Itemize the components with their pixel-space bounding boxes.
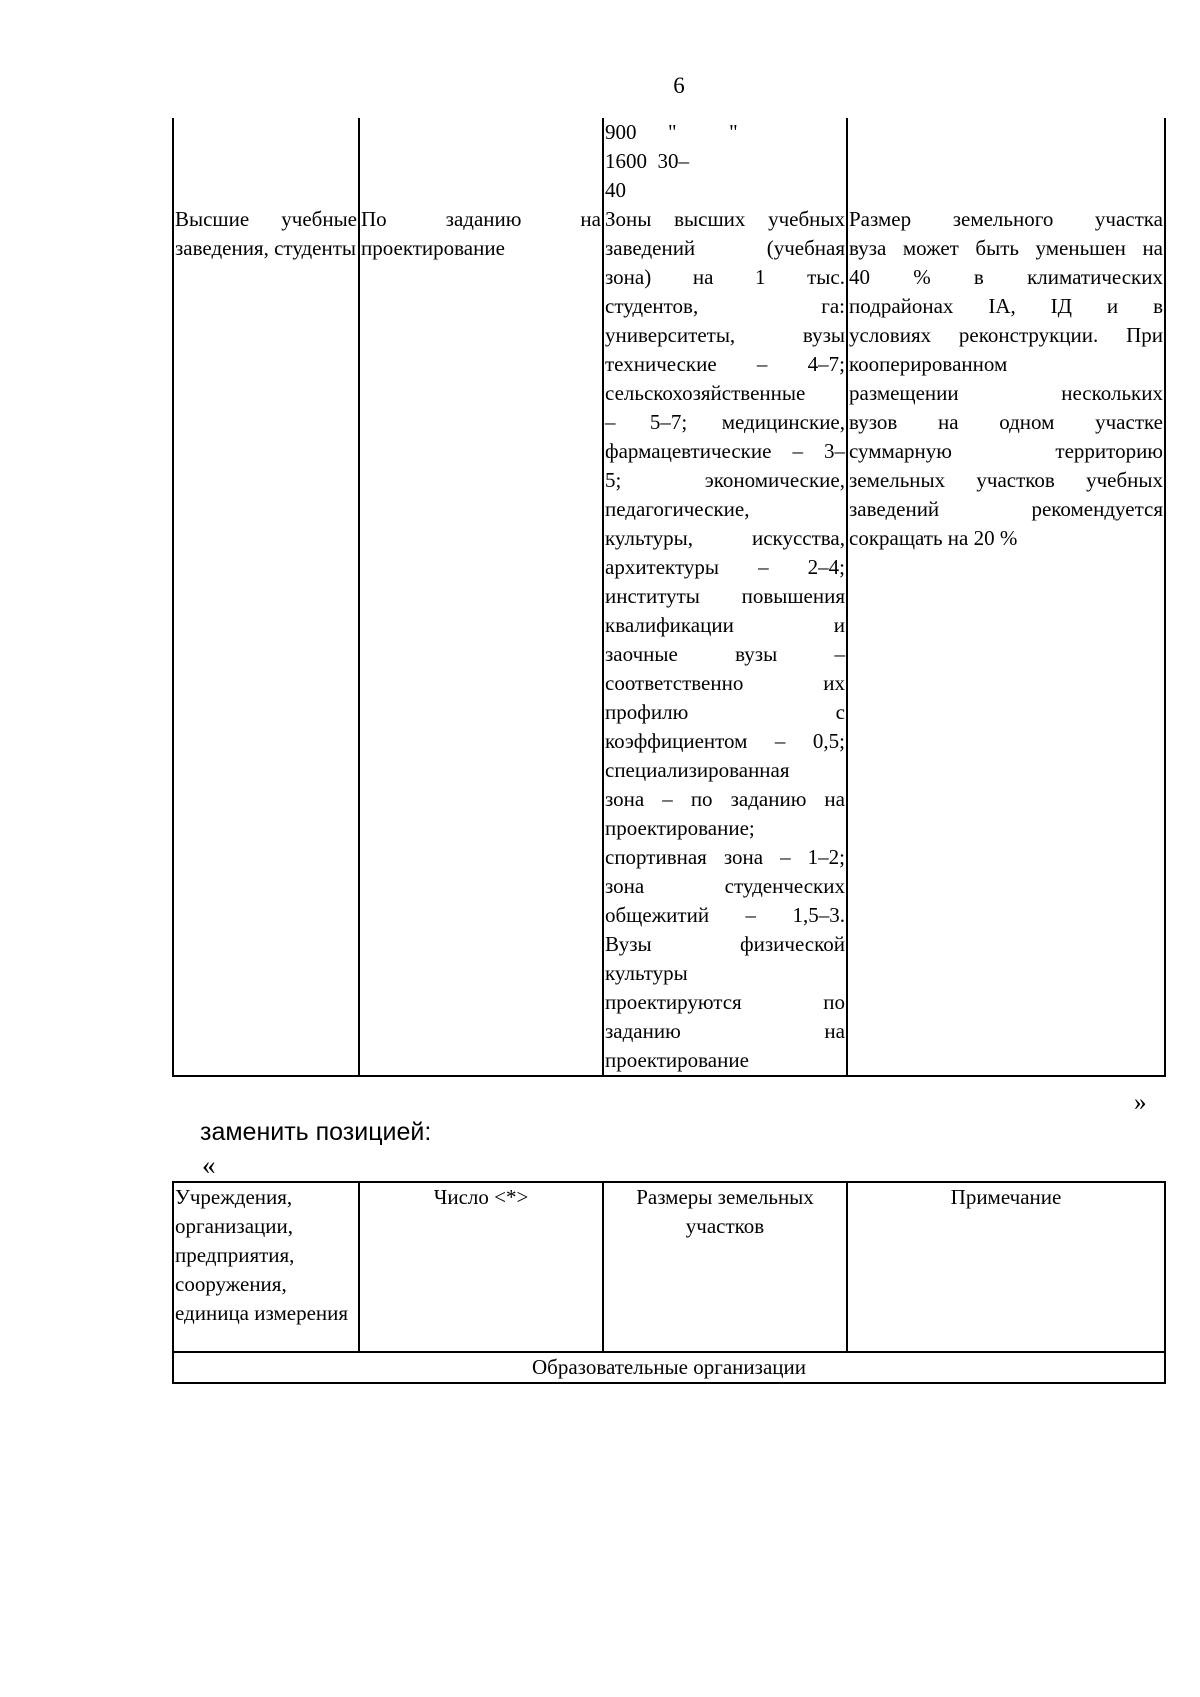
closing-quote: » — [1134, 1089, 1147, 1116]
cell-line: земельных участков учебных — [849, 468, 1163, 492]
cell-line: соответственно их — [605, 671, 845, 695]
cell-line: технические – 4–7; — [605, 352, 845, 376]
cell-line: фармацевтические – 3– — [605, 439, 845, 463]
cell-line: условиях реконструкции. При — [849, 323, 1163, 347]
cell-line: коэффициентом – 0,5; — [605, 729, 845, 753]
cell-line: 900 " " — [605, 120, 738, 144]
cell-line: 40 % в климатических — [849, 265, 1163, 289]
cell-line: профилю с — [605, 700, 845, 724]
cell-line: студентов, га: — [605, 294, 845, 318]
cell-line: зона – по заданию на — [605, 787, 845, 811]
cell-line: 5; экономические, — [605, 468, 845, 492]
cell-note — [847, 205, 1165, 1076]
cell-line: заведений рекомендуется — [849, 497, 1163, 521]
table-row — [173, 118, 1165, 205]
cell-line: – 5–7; медицинские, — [605, 410, 845, 434]
table-cell — [359, 118, 603, 205]
cell-number: По заданию на проектирование — [359, 205, 603, 1076]
cell-line: культуры, искусства, — [605, 526, 845, 550]
cell-line: заведений (учебная — [605, 236, 845, 260]
table-section-row — [173, 1352, 1165, 1383]
cell-line: суммарную территорию — [849, 439, 1163, 463]
cell-line: сокращать на 20 % — [849, 526, 1018, 550]
cell-land-size — [603, 205, 847, 1076]
header-note: Примечание — [847, 1182, 1165, 1352]
table-replacement — [172, 1181, 1166, 1384]
header-institutions: Учреждения, организации, предприятия, сооружения, единица измерения — [173, 1182, 359, 1352]
table-row — [173, 205, 1165, 1076]
cell-line: педагогические, — [605, 497, 750, 521]
cell-line: вузов на одном участке — [849, 410, 1163, 434]
cell-line: проектирование; — [605, 816, 755, 840]
page-number: 6 — [673, 73, 685, 98]
cell-line: сельскохозяйственные — [605, 381, 806, 405]
cell-line: специализированная — [605, 758, 790, 782]
cell-line: университеты, вузы — [605, 323, 845, 347]
cell-line: культуры — [605, 961, 688, 985]
cell-line: Вузы физической — [605, 932, 845, 956]
cell-line: квалификации и — [605, 613, 845, 637]
header-number: Число <*> — [359, 1182, 603, 1352]
cell-line: 40 — [605, 178, 626, 202]
cell-line: подрайонах IА, IД и в — [849, 294, 1163, 318]
cell-line: заданию на — [605, 1019, 845, 1043]
cell-line: спортивная зона – 1–2; — [605, 845, 845, 869]
table-cell — [173, 118, 359, 205]
cell-line: институты повышения — [605, 584, 845, 608]
replace-instruction: заменить позицией: — [200, 1118, 432, 1146]
opening-quote: « — [202, 1150, 216, 1180]
table-header-row — [173, 1182, 1165, 1352]
cell-institution: Высшие учебные заведения, студенты — [173, 205, 359, 1076]
table-cell — [847, 118, 1165, 205]
cell-line: зона) на 1 тыс. — [605, 265, 845, 289]
cell-line: проектирование — [605, 1048, 749, 1072]
cell-line: вуза может быть уменьшен на — [849, 236, 1163, 260]
cell-line: зона студенческих — [605, 874, 845, 898]
table-continuation — [172, 118, 1166, 1077]
table-cell — [603, 118, 847, 205]
cell-line: Зоны высших учебных — [605, 207, 845, 231]
header-land-size: Размеры земельных участков — [603, 1182, 847, 1352]
cell-line: проектируются по — [605, 990, 845, 1014]
cell-line: общежитий – 1,5–3. — [605, 903, 845, 927]
cell-line: кооперированном — [849, 352, 1008, 376]
cell-line: Размер земельного участка — [849, 207, 1163, 231]
cell-line: архитектуры – 2–4; — [605, 555, 845, 579]
cell-line: 1600 30– — [605, 149, 689, 173]
cell-line: заочные вузы – — [605, 642, 845, 666]
cell-line: размещении нескольких — [849, 381, 1163, 405]
section-title: Образовательные организации — [173, 1352, 1165, 1383]
